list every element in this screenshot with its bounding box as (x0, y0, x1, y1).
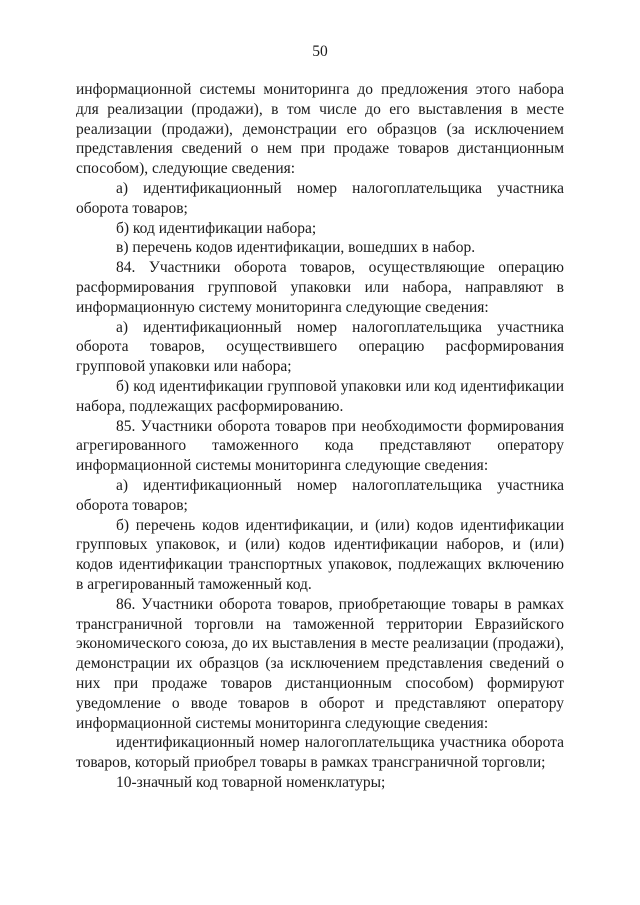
paragraph-item-b: б) код идентификации набора; (116, 219, 317, 237)
document-body (76, 80, 564, 793)
paragraph-continuation: информационной системы мониторинга до предложения этого набора для реализации (продажи), в том числе до его выставления в месте реализации (продажи), демонстрации его образцов (за исключением представления сведений о нем при продаже товаров дистанционным способом), следующие сведения: (76, 81, 564, 178)
paragraph-86-inn: идентификационный номер налогоплательщика участника оборота товаров, который приобрел товары в рамках трансграничной торговли; (76, 734, 564, 772)
paragraph-85-item-a: а) идентификационный номер налогоплательщика участника оборота товаров; (76, 476, 564, 514)
paragraph-86-code: 10-значный код товарной номенклатуры; (116, 773, 386, 791)
paragraph-86: 86. Участники оборота товаров, приобретающие товары в рамках трансграничной торговли на таможенной территории Евразийского экономического союза, до их выставления в месте реализации (продажи), демонстрации их образцов (за исключением представления сведений о них при продаже товаров дистанционным способом) формируют уведомление о вводе товаров в оборот и представляют оператору информационной системы мониторинга следующие сведения: (76, 595, 564, 732)
paragraph-84: 84. Участники оборота товаров, осуществляющие операцию расформирования групповой упаковки или набора, направляют в информационную систему мониторинга следующие сведения: (76, 259, 564, 316)
page-number: 50 (312, 43, 328, 60)
paragraph-85: 85. Участники оборота товаров при необходимости формирования агрегированного таможенного кода представляют оператору информационной системы мониторинга следующие сведения: (76, 417, 564, 475)
paragraph-84-item-a: а) идентификационный номер налогоплательщика участника оборота товаров, осуществившего операцию расформирования групповой упаковки или набора; (76, 318, 564, 376)
paragraph-item-a: а) идентификационный номер налогоплательщика участника оборота товаров; (76, 179, 564, 217)
paragraph-item-c: в) перечень кодов идентификации, вошедших в набор. (116, 239, 476, 257)
paragraph-85-item-b: б) перечень кодов идентификации, и (или) кодов идентификации групповых упаковок, и (или) кодов идентификации наборов, и (или) кодов идентификации транспортных упаковок, подлежащих включению в агрегированный таможенный код. (76, 516, 564, 593)
paragraph-84-item-b: б) код идентификации групповой упаковки или код идентификации набора, подлежащих расформированию. (76, 377, 564, 415)
